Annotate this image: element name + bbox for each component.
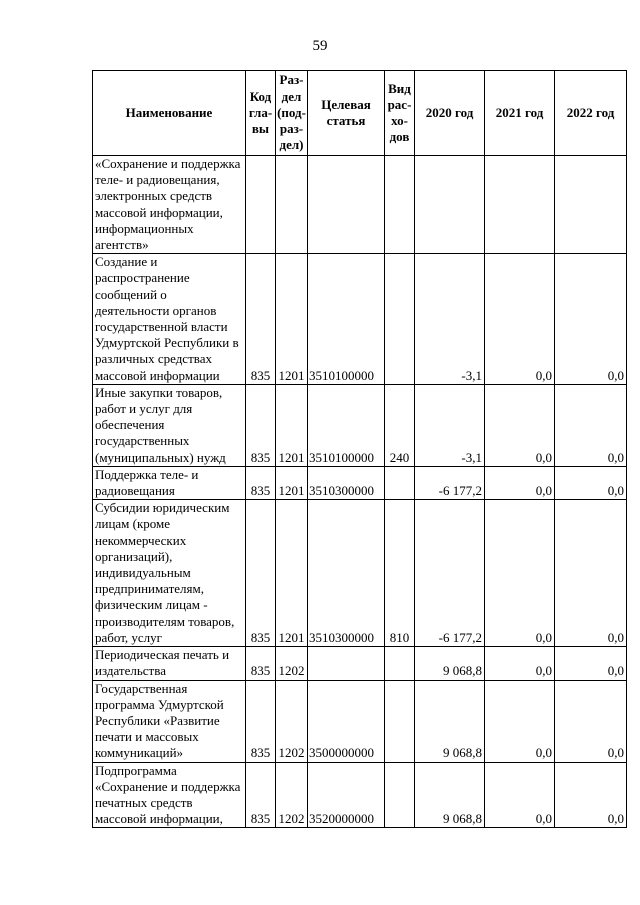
table-row [93,500,627,647]
row-celevaya [308,647,385,680]
row-vid [385,254,415,385]
row-celevaya: 3510300000 [308,500,385,647]
row-2021: 0,0 [485,647,555,680]
row-kod: 835 [246,384,276,466]
row-2020: -3,1 [415,384,485,466]
row-2020: 9 068,8 [415,647,485,680]
row-name: Иные закупки товаров, работ и услуг для обеспечения государственных (муниципальных) нужд [93,384,246,466]
row-2022: 0,0 [555,762,627,828]
row-2020: -6 177,2 [415,466,485,499]
header-vid-rashodov: Вид рас-хо-дов [385,71,415,156]
row-celevaya: 3500000000 [308,680,385,762]
row-kod: 835 [246,647,276,680]
row-2021 [485,156,555,254]
table-row [93,680,627,762]
table-row [93,762,627,828]
row-kod: 835 [246,466,276,499]
row-celevaya: 3510300000 [308,466,385,499]
page-number: 59 [312,38,328,54]
row-2022: 0,0 [555,500,627,647]
row-vid [385,762,415,828]
row-razdel: 1201 [276,466,308,499]
row-name: Поддержка теле- и радиовещания [93,466,246,499]
row-name: Государственная программа Удмуртской Республики «Развитие печати и массовых коммуникаций» [93,680,246,762]
row-2022: 0,0 [555,647,627,680]
row-kod: 835 [246,254,276,385]
header-celevaya-statya: Целевая статья [308,71,385,156]
header-2021: 2021 год [485,71,555,156]
table-row [93,647,627,680]
row-vid [385,680,415,762]
row-name: Создание и распространение сообщений о деятельности органов государственной власти Удмуртской Республики в различных средствах массовой информации [93,254,246,385]
row-2022: 0,0 [555,384,627,466]
row-name: «Сохранение и поддержка теле- и радиовещания, электронных средств массовой информации, информационных агентств» [93,156,246,254]
row-2021: 0,0 [485,384,555,466]
header-name: Наименование [93,71,246,156]
row-razdel: 1201 [276,384,308,466]
row-2021: 0,0 [485,254,555,385]
table-row [93,384,627,466]
header-razdel: Раз-дел (под-раз-дел) [276,71,308,156]
row-2021: 0,0 [485,680,555,762]
table-row [93,156,627,254]
row-razdel: 1202 [276,680,308,762]
row-razdel: 1202 [276,762,308,828]
row-2022: 0,0 [555,254,627,385]
table-row [93,254,627,385]
row-2021: 0,0 [485,500,555,647]
row-vid [385,466,415,499]
row-vid [385,647,415,680]
row-kod [246,156,276,254]
row-2021: 0,0 [485,466,555,499]
header-kod-glavy: Код гла-вы [246,71,276,156]
row-2020: -3,1 [415,254,485,385]
row-2020: 9 068,8 [415,762,485,828]
row-celevaya: 3520000000 [308,762,385,828]
row-razdel: 1202 [276,647,308,680]
row-celevaya: 3510100000 [308,254,385,385]
row-2022: 0,0 [555,466,627,499]
row-razdel: 1201 [276,254,308,385]
row-celevaya: 3510100000 [308,384,385,466]
row-2020: 9 068,8 [415,680,485,762]
row-kod: 835 [246,762,276,828]
row-kod: 835 [246,500,276,647]
table-header-row [93,71,627,156]
row-2020: -6 177,2 [415,500,485,647]
row-vid: 240 [385,384,415,466]
row-name: Подпрограмма «Сохранение и поддержка печатных средств массовой информации, [93,762,246,828]
budget-table [92,70,627,828]
row-razdel [276,156,308,254]
row-kod: 835 [246,680,276,762]
row-2022: 0,0 [555,680,627,762]
table-row [93,466,627,499]
row-name: Периодическая печать и издательства [93,647,246,680]
header-2022: 2022 год [555,71,627,156]
row-2020 [415,156,485,254]
row-vid [385,156,415,254]
row-vid: 810 [385,500,415,647]
row-2021: 0,0 [485,762,555,828]
row-2022 [555,156,627,254]
row-razdel: 1201 [276,500,308,647]
row-celevaya [308,156,385,254]
header-2020: 2020 год [415,71,485,156]
row-name: Субсидии юридическим лицам (кроме некоммерческих организаций), индивидуальным предпринимателям, физическим лицам - производителям товаров, работ, услуг [93,500,246,647]
